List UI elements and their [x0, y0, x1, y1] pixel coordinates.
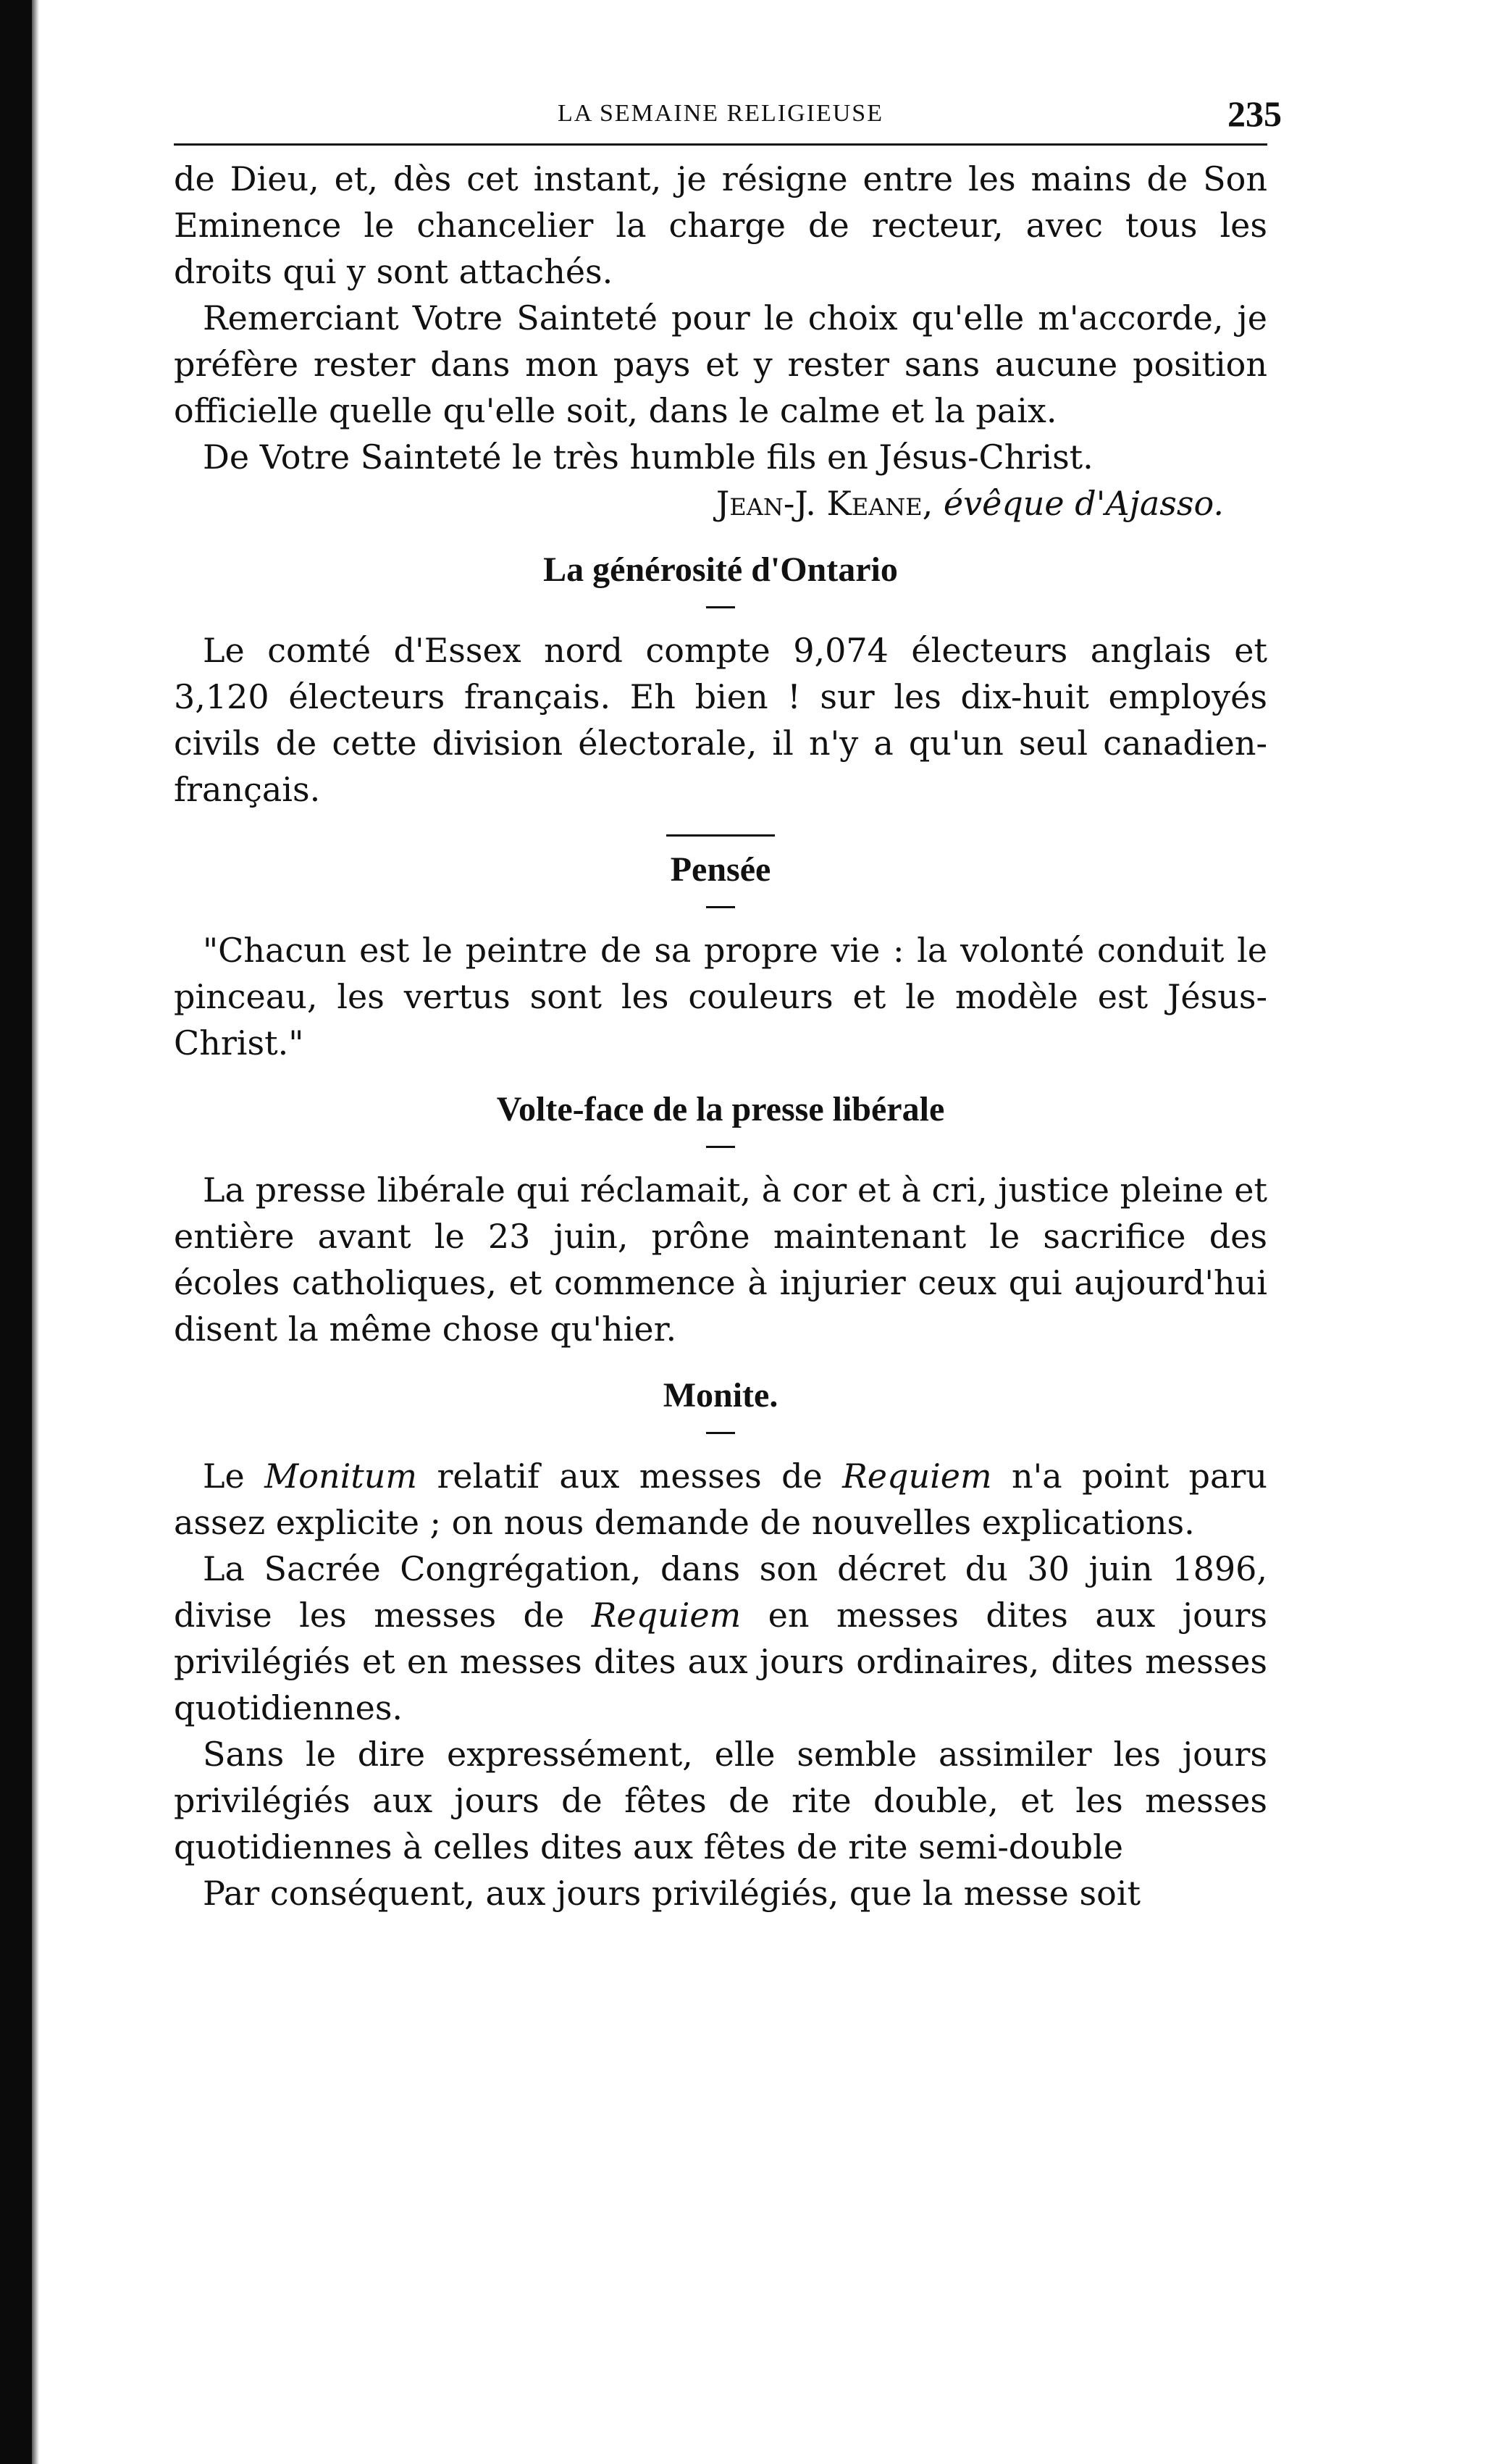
running-title: LA SEMAINE RELIGIEUSE: [558, 100, 883, 127]
letter-signature: [174, 480, 1267, 527]
ontario-rule: [706, 606, 735, 608]
pensee-section: [174, 847, 1267, 1066]
monite-p2-b: en messes dites aux jours privilégiés et en messes dites aux jours ordinaires, dites messes quotidiennes.: [174, 1596, 1267, 1727]
monite-p1-italic2: Requiem: [842, 1457, 992, 1496]
section-separator: [666, 834, 775, 837]
letter-section: [174, 156, 1267, 527]
monite-p2-a: La Sacrée Congrégation, dans son décret du 30 juin 1896, divise les messes de: [174, 1549, 1267, 1635]
monite-p1-c: n'a point paru assez explicite ; on nous demande de nouvelles explications.: [174, 1457, 1267, 1542]
monite-p2-italic: Requiem: [591, 1596, 742, 1635]
pensee-rule: [706, 906, 735, 908]
monite-p1-b: relatif aux messes de: [417, 1457, 843, 1496]
pensee-heading: Pensée: [670, 850, 771, 889]
monite-section: [174, 1373, 1267, 1916]
letter-paragraph-2: Remerciant Votre Sainteté pour le choix qu'elle m'accorde, je préfère rester dans mon pays et y rester sans aucune position officielle quelle qu'elle soit, dans le calme et la paix.: [174, 298, 1267, 430]
signature-name: Jean-J. Keane,: [715, 484, 933, 523]
scan-edge-shadow: [32, 0, 39, 2464]
presse-rule: [706, 1146, 735, 1148]
letter-paragraph-1: de Dieu, et, dès cet instant, je résigne entre les mains de Son Eminence le chancelier la charge de recteur, avec tous les droits qui y sont attachés.: [174, 159, 1267, 291]
pensee-paragraph: "Chacun est le peintre de sa propre vie : la volonté conduit le pinceau, les vertus sont les couleurs et le modèle est Jésus-Christ.": [174, 931, 1267, 1063]
presse-heading: Volte-face de la presse libérale: [496, 1090, 945, 1128]
presse-section: [174, 1086, 1267, 1352]
ontario-heading: La générosité d'Ontario: [543, 550, 898, 589]
monite-p1-a: Le: [203, 1457, 265, 1496]
monite-heading: Monite.: [663, 1376, 778, 1415]
scan-edge: [0, 0, 32, 2464]
monite-paragraph-4: Par conséquent, aux jours privilégiés, que la messe soit: [203, 1874, 1141, 1913]
ontario-paragraph: Le comté d'Essex nord compte 9,074 électeurs anglais et 3,120 électeurs français. Eh bien ! sur les dix-huit employés civils de cette division électorale, il n'y a qu'un seul canadien-français.: [174, 631, 1267, 809]
presse-paragraph: La presse libérale qui réclamait, à cor et à cri, justice pleine et entière avant le 23 juin, prône maintenant le sacrifice des écoles catholiques, et commence à injurier ceux qui aujourd'hui disent la même chose qu'hier.: [174, 1170, 1267, 1349]
monite-paragraph-2: [174, 1546, 1267, 1731]
page: [174, 87, 1282, 1916]
page-number: 235: [1227, 93, 1282, 134]
monite-p1-italic: Monitum: [264, 1457, 418, 1496]
monite-paragraph-3: Sans le dire expressément, elle semble assimiler les jours privilégiés aux jours de fêtes de rite double, et les messes quotidiennes à celles dites aux fêtes de rite semi-double: [174, 1735, 1267, 1866]
monite-paragraph-1: [174, 1453, 1267, 1546]
ontario-section: [174, 547, 1267, 813]
letter-paragraph-3: De Votre Sainteté le très humble fils en Jésus-Christ.: [203, 437, 1093, 477]
header-rule: [174, 143, 1267, 146]
signature-title: évêque d'Ajasso.: [943, 484, 1224, 523]
page-header: [174, 87, 1282, 138]
monite-rule: [706, 1432, 735, 1434]
